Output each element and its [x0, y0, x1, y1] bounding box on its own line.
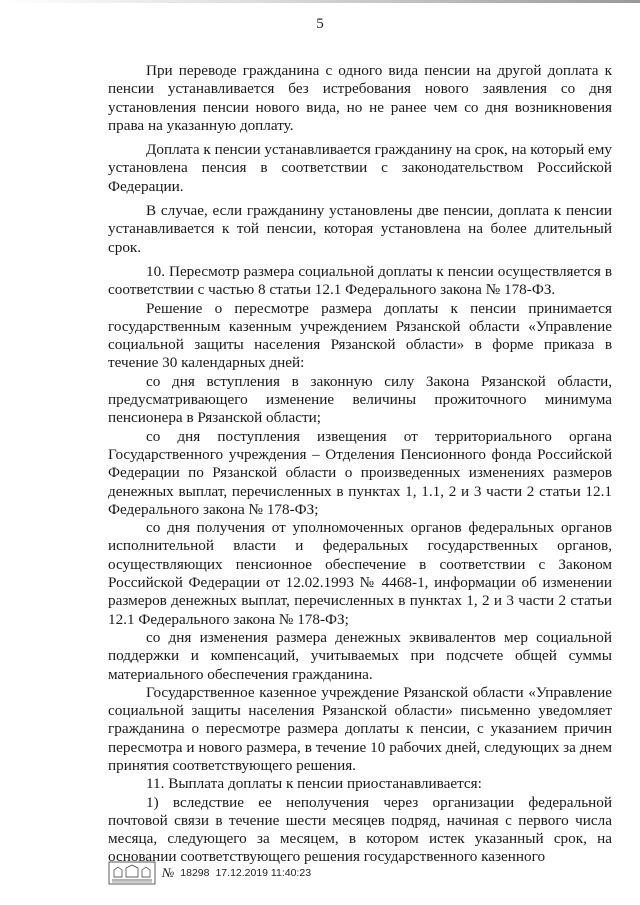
paragraph: Государственное казенное учреждение Рязанской области «Управление социальной защиты населения Рязанской области» письменно уведомляет гражданина о пересмотре размера доплаты к пенсии, с указанием причин пересмотра и нового размера, в течение 10 рабочих дней, следующих за днем принятия соответствующего решения.	[108, 683, 612, 774]
document-number: 18298	[180, 867, 210, 879]
scan-edge	[0, 0, 640, 3]
paragraph: со дня поступления извещения от территориального органа Государственного учреждения – Отделения Пенсионного фонда Российской Федерации по Рязанской области о произведенных изменениях размеров денежных выплат, перечисленных в пунктах 1, 1.1, 2 и 3 части 2 статьи 12.1 Федерального закона № 178-ФЗ;	[108, 427, 612, 518]
paragraph: В случае, если гражданину установлены две пенсии, доплата к пенсии устанавливается к той пенсии, которая установлена на более длительный срок.	[108, 202, 612, 256]
paragraph: Доплата к пенсии устанавливается гражданину на срок, на который ему установлена пенсия в соответствии с законодательством Российской Федерации.	[108, 141, 612, 195]
paragraph: со дня вступления в законную силу Закона Рязанской области, предусматривающего изменение величины прожиточного минимума пенсионера в Рязанской области;	[108, 372, 612, 427]
paragraph: При переводе гражданина с одного вида пенсии на другой доплата к пенсии устанавливается без истребования нового заявления со дня установления пенсии нового вида, но не ранее чем со дня возникновения права на указанную доплату.	[108, 62, 612, 134]
paragraph: 1) вследствие ее неполучения через организации федеральной почтовой связи в течение шести месяцев подряд, начиная с первого числа месяца, следующего за месяцем, в котором истек указанный срок, на основании соответствующего решения государственного казенного	[108, 793, 612, 866]
page-number: 5	[316, 16, 324, 32]
document-body	[108, 62, 612, 867]
paragraph: со дня получения от уполномоченных органов федеральных органов исполнительной власти и федеральных государственных органов, осуществляющих пенсионное обеспечение в соответствии с Законом Российской Федерации от 12.02.1993 № 4468-1, информации об изменении размеров денежных выплат, перечисленных в пунктах 1, 2 и 3 части 2 статьи 12.1 Федерального закона № 178-ФЗ;	[108, 519, 612, 628]
paragraph: со дня изменения размера денежных эквивалентов мер социальной поддержки и компенсаций, учитываемых при подсчете общей суммы материального обеспечения гражданина.	[108, 628, 612, 683]
paragraph: Решение о пересмотре размера доплаты к пенсии принимается государственным казенным учреждением Рязанской области «Управление социальной защиты населения Рязанской области» в форме приказа в течение 30 календарных дней:	[108, 299, 612, 372]
registration-footer	[108, 861, 311, 885]
emblem-stamp-icon	[108, 861, 156, 885]
paragraph: 11. Выплата доплаты к пенсии приостанавливается:	[146, 775, 482, 793]
document-number-mark: №	[162, 865, 175, 880]
registration-timestamp: 17.12.2019 11:40:23	[215, 867, 312, 879]
paragraph: 10. Пересмотр размера социальной доплаты к пенсии осуществляется в соответствии с частью 8 статьи 12.1 Федерального закона № 178-ФЗ.	[108, 262, 612, 299]
